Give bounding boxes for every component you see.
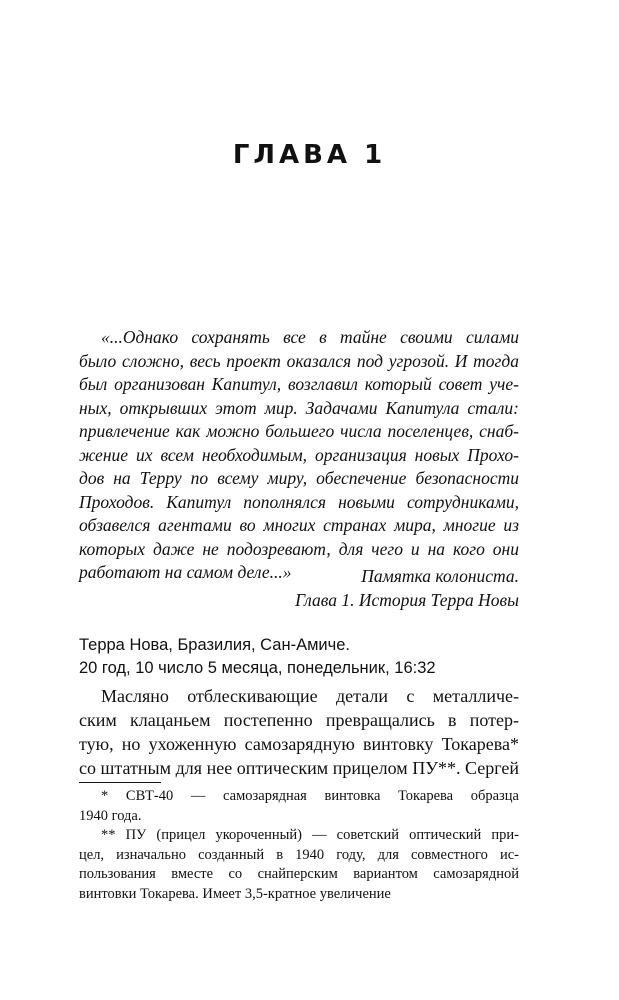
epigraph-line: которых даже не подозревают, для чего и на кого они	[79, 538, 519, 559]
epigraph-line: привлечение как можно большего числа поселенцев, снаб-	[79, 421, 519, 441]
footnote-line: ** ПУ (прицел укороченный) — советский оптический при-	[101, 827, 519, 843]
body-line: тую, но ухоженную самозарядную винтовку Токарева*	[79, 734, 519, 754]
chapter-title: ГЛАВА 1	[232, 140, 387, 170]
body-line: со штатным для нее оптическим прицелом ПУ**. Сергей	[79, 758, 519, 778]
footnote-line: * СВТ-40 — самозарядная винтовка Токарева образца	[101, 788, 519, 804]
scene-heading	[79, 634, 539, 680]
epigraph-line: ных, открывших этот мир. Задачами Капитула стали:	[79, 397, 519, 418]
epigraph-line: жение их всем необходимым, организация новых Прохо-	[79, 444, 519, 465]
epigraph-source-title: Памятка колониста.	[361, 566, 519, 586]
epigraph-line: Проходов. Капитул пополнялся новыми сотрудниками,	[79, 491, 519, 512]
footnote-line: пользования вместе со снайперским вариантом самозарядной	[79, 866, 519, 882]
scene-place: Терра Нова, Бразилия, Сан-Амиче.	[79, 636, 350, 654]
body-paragraph	[79, 684, 519, 780]
epigraph-line: обзавелся агентами во многих странах мира, многие из	[79, 515, 519, 535]
footnotes	[79, 787, 519, 904]
epigraph-line: был организован Капитул, возглавил который совет уче-	[79, 374, 519, 394]
scene-datetime: 20 год, 10 число 5 месяца, понедельник, 16:32	[79, 659, 436, 677]
footnote-line: цел, изначально созданный в 1940 году, для совместного ис-	[79, 846, 519, 863]
footnote-line: винтовки Токарева. Имеет 3,5-кратное увеличение	[79, 885, 391, 902]
footnote-line: 1940 года.	[79, 807, 142, 824]
epigraph-line: дов на Терру по всему миру, обеспечение безопасности	[79, 468, 519, 488]
epigraph-source-chapter: Глава 1. История Терра Новы	[295, 589, 519, 610]
epigraph-source	[295, 565, 519, 612]
epigraph-line: работают на самом деле...»	[79, 562, 292, 582]
body-line: Масляно отблескивающие детали с металличе-	[101, 686, 519, 706]
epigraph	[79, 326, 519, 585]
epigraph-line: «...Однако сохранять все в тайне своими силами	[101, 327, 519, 347]
footnote-divider	[79, 782, 161, 783]
epigraph-line: было сложно, весь проект оказался под угрозой. И тогда	[79, 350, 519, 371]
body-line: ским клацаньем постепенно превращались в потер-	[79, 710, 519, 730]
